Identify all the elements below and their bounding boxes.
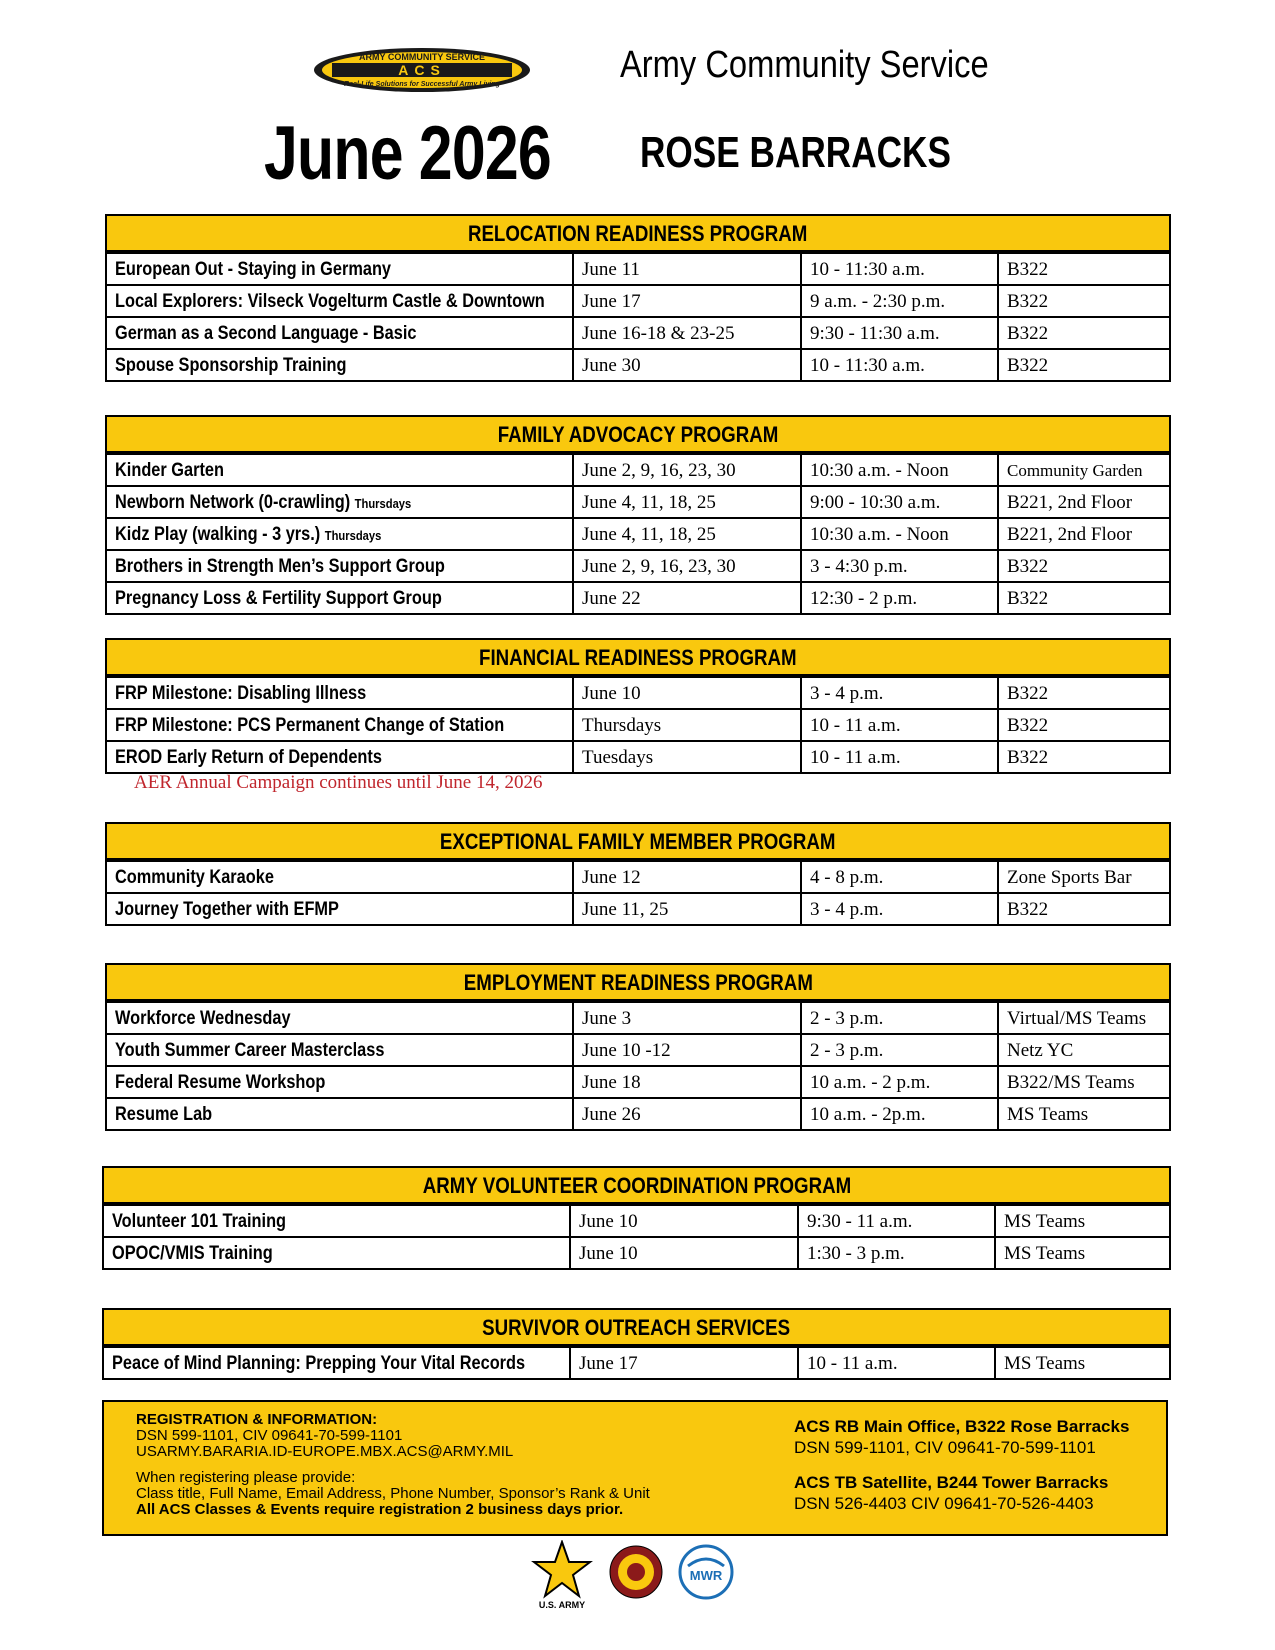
- mwr-globe-icon: [678, 1544, 734, 1600]
- table-row: Youth Summer Career Masterclass June 10 -12 2 - 3 p.m. Netz YC: [107, 1033, 1169, 1065]
- program-survivor-outreach: [102, 1308, 1171, 1380]
- svg-text:ARMY COMMUNITY SERVICE: ARMY COMMUNITY SERVICE: [358, 52, 486, 62]
- table-row: Kidz Play (walking - 3 yrs.) Thursdays June 4, 11, 18, 25 10:30 a.m. - Noon B221, 2nd Floor: [107, 517, 1169, 549]
- table-row: FRP Milestone: Disabling Illness June 10 3 - 4 p.m. B322: [107, 676, 1169, 708]
- registration-footer: [102, 1400, 1168, 1536]
- table-row: Journey Together with EFMP June 11, 25 3 - 4 p.m. B322: [107, 892, 1169, 924]
- table-row: Spouse Sponsorship Training June 30 10 - 11:30 a.m. B322: [107, 348, 1169, 380]
- table-row: Volunteer 101 Training June 10 9:30 - 11 a.m. MS Teams: [104, 1204, 1169, 1236]
- org-name: Army Community Service: [620, 44, 989, 86]
- acs-logo: [312, 46, 532, 94]
- svg-text:Real-Life Solutions for Succes: Real-Life Solutions for Successful Army Living: [344, 81, 500, 88]
- program-title: SURVIVOR OUTREACH SERVICES: [104, 1310, 1169, 1346]
- table-row: EROD Early Return of Dependents Tuesdays 10 - 11 a.m. B322: [107, 740, 1169, 772]
- table-row: European Out - Staying in Germany June 11 10 - 11:30 a.m. B322: [107, 252, 1169, 284]
- program-financial: [105, 638, 1171, 774]
- program-title: ARMY VOLUNTEER COORDINATION PROGRAM: [104, 1168, 1169, 1204]
- imcom-seal-icon: [608, 1544, 664, 1600]
- table-row: Brothers in Strength Men’s Support Group June 2, 9, 16, 23, 30 3 - 4:30 p.m. B322: [107, 549, 1169, 581]
- registration-info: REGISTRATION & INFORMATION: DSN 599-1101, CIV 09641-70-599-1101 USARMY.BARARIA.ID-EUROPE.MBX.ACS@ARMY.MIL When registering please provide: Class title, Full Name, Email Address, Phone Number, Sponsor’s Rank & Unit All ACS Classes & Events require registration 2 business days prior.: [136, 1411, 650, 1518]
- program-efmp: [105, 822, 1171, 926]
- program-title: RELOCATION READINESS PROGRAM: [107, 216, 1169, 252]
- army-star-icon: [530, 1540, 594, 1610]
- program-employment: [105, 963, 1171, 1131]
- table-row: OPOC/VMIS Training June 10 1:30 - 3 p.m. MS Teams: [104, 1236, 1169, 1268]
- table-row: Community Karaoke June 12 4 - 8 p.m. Zone Sports Bar: [107, 860, 1169, 892]
- table-row: Newborn Network (0-crawling) Thursdays June 4, 11, 18, 25 9:00 - 10:30 a.m. B221, 2nd Floor: [107, 485, 1169, 517]
- office-contacts: ACS RB Main Office, B322 Rose Barracks DSN 599-1101, CIV 09641-70-599-1101 ACS TB Satellite, B244 Tower Barracks DSN 526-4403 CIV 09641-70-526-4403: [794, 1417, 1130, 1513]
- table-row: Local Explorers: Vilseck Vogelturm Castle & Downtown June 17 9 a.m. - 2:30 p.m. B322: [107, 284, 1169, 316]
- program-relocation: [105, 214, 1171, 382]
- svg-text:ACS: ACS: [398, 62, 446, 78]
- program-title: FINANCIAL READINESS PROGRAM: [107, 640, 1169, 676]
- table-row: Resume Lab June 26 10 a.m. - 2p.m. MS Teams: [107, 1097, 1169, 1129]
- partner-logos: [530, 1540, 750, 1610]
- program-family-advocacy: [105, 415, 1171, 615]
- table-row: FRP Milestone: PCS Permanent Change of Station Thursdays 10 - 11 a.m. B322: [107, 708, 1169, 740]
- program-title: FAMILY ADVOCACY PROGRAM: [107, 417, 1169, 453]
- program-volunteer: [102, 1166, 1171, 1270]
- aer-campaign-note: AER Annual Campaign continues until June 14, 2026: [134, 772, 543, 793]
- table-row: Federal Resume Workshop June 18 10 a.m. - 2 p.m. B322/MS Teams: [107, 1065, 1169, 1097]
- table-row: Peace of Mind Planning: Prepping Your Vital Records June 17 10 - 11 a.m. MS Teams: [104, 1346, 1169, 1378]
- svg-text:MWR: MWR: [689, 1568, 723, 1583]
- table-row: German as a Second Language - Basic June 16-18 & 23-25 9:30 - 11:30 a.m. B322: [107, 316, 1169, 348]
- program-title: EMPLOYMENT READINESS PROGRAM: [107, 965, 1169, 1001]
- table-row: Kinder Garten June 2, 9, 16, 23, 30 10:30 a.m. - Noon Community Garden: [107, 453, 1169, 485]
- program-title: EXCEPTIONAL FAMILY MEMBER PROGRAM: [107, 824, 1169, 860]
- location-title: ROSE BARRACKS: [640, 128, 951, 177]
- table-row: Pregnancy Loss & Fertility Support Group June 22 12:30 - 2 p.m. B322: [107, 581, 1169, 613]
- page-title: June 2026: [264, 111, 551, 196]
- table-row: Workforce Wednesday June 3 2 - 3 p.m. Virtual/MS Teams: [107, 1001, 1169, 1033]
- svg-text:U.S. ARMY: U.S. ARMY: [538, 1600, 586, 1610]
